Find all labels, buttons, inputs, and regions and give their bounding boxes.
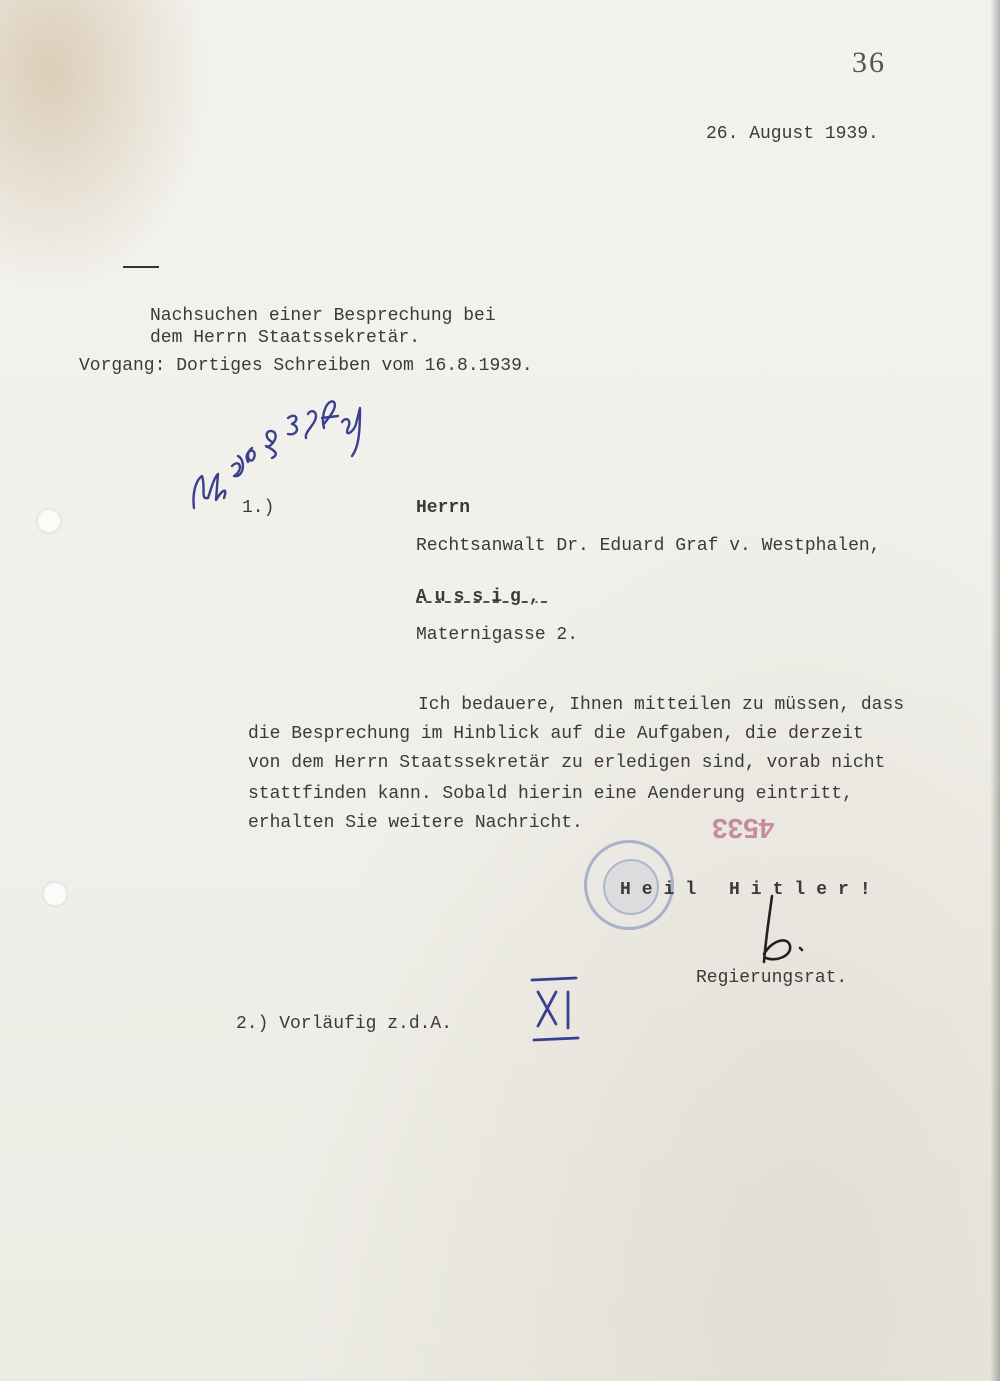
punch-hole-top — [36, 508, 62, 534]
page-edge-shadow — [990, 0, 1000, 1381]
subject-line-1: Nachsuchen einer Besprechung bei — [150, 306, 496, 326]
item-1-label: 1.) — [242, 498, 275, 518]
recipient-city: Aussig, — [416, 587, 548, 607]
dash-mark — [123, 266, 159, 268]
recipient-salutation: Herrn — [416, 498, 471, 518]
roman-mark — [528, 974, 584, 1046]
recipient-name: Rechtsanwalt Dr. Eduard Graf v. Westphalen, — [416, 536, 881, 556]
signer-title: Regierungsrat. — [696, 968, 848, 988]
body-line-4: stattfinden kann. Sobald hierin eine Aenderung eintritt, — [248, 784, 853, 804]
closing-greeting: Heil Hitler! — [620, 880, 882, 900]
body-line-5: erhalten Sie weitere Nachricht. — [248, 813, 583, 833]
stamp-number: 4533 — [712, 813, 775, 844]
letter-date: 26. August 1939. — [706, 124, 879, 144]
handwritten-note — [188, 388, 368, 518]
reference-line: Vorgang: Dortiges Schreiben vom 16.8.1939. — [79, 356, 533, 376]
folio-number: 36 — [852, 46, 886, 79]
punch-hole-bottom — [42, 881, 68, 907]
body-line-2: die Besprechung im Hinblick auf die Aufgaben, die derzeit — [248, 724, 864, 744]
body-line-3: von dem Herrn Staatssekretär zu erledigen sind, vorab nicht — [248, 753, 886, 773]
signature-mark — [752, 892, 812, 972]
subject-line-2: dem Herrn Staatssekretär. — [150, 328, 421, 348]
body-line-1: Ich bedauere, Ihnen mitteilen zu müssen, dass — [418, 695, 905, 715]
item-2-note: 2.) Vorläufig z.d.A. — [236, 1014, 453, 1034]
recipient-street: Maternigasse 2. — [416, 625, 579, 645]
